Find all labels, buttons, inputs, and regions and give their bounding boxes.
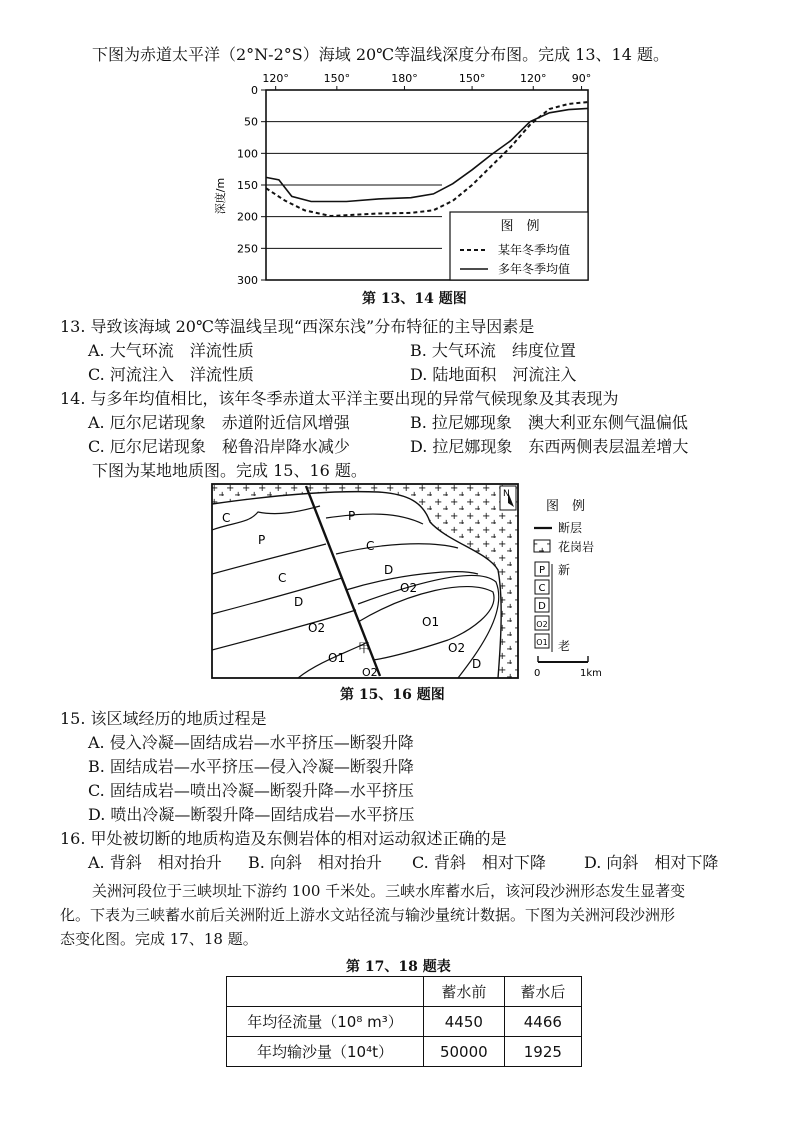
legend-granite-label: 花岗岩 — [558, 540, 595, 554]
y-tick-label: 150 — [237, 179, 258, 192]
table-cell: 50000 — [424, 1037, 505, 1067]
label-jia: 甲 — [358, 641, 371, 655]
fig1-caption: 第 13、14 题图 — [362, 291, 467, 307]
label-p-left: P — [258, 533, 266, 547]
table-header-cell — [227, 977, 424, 1007]
legend-dashed-label: 某年冬季均值 — [498, 243, 571, 257]
scale-1-label: 1km — [580, 668, 602, 679]
intro-17-18-line2: 化。下表为三峡蓄水前后关洲附近上游水文站径流与输沙量统计数据。下图为关洲河段沙洲形 — [60, 906, 676, 924]
x-tick-label: 150° — [458, 72, 486, 85]
q14-stem: 14. 与多年均值相比，该年冬季赤道太平洋主要出现的异常气候现象及其表现为 — [60, 389, 619, 408]
table-cell: 年均输沙量（10⁴t） — [227, 1037, 424, 1067]
label-p-top: P — [348, 509, 356, 523]
q14-option-b[interactable]: B. 拉尼娜现象 澳大利亚东侧气温偏低 — [410, 413, 688, 432]
q14-option-c[interactable]: C. 厄尔尼诺现象 秘鲁沿岸降水减少 — [88, 437, 350, 456]
series-multi-year-winter — [266, 108, 588, 201]
map-legend-title: 图 例 — [546, 499, 586, 514]
q13-option-b[interactable]: B. 大气环流 纬度位置 — [410, 341, 576, 360]
q15-stem: 15. 该区域经历的地质过程是 — [60, 709, 267, 728]
q15-option-b[interactable]: B. 固结成岩—水平挤压—侵入冷凝—断裂升降 — [88, 757, 414, 776]
table-header-cell: 蓄水后 — [504, 977, 581, 1007]
table-row — [227, 1007, 582, 1037]
label-c-mid: C — [366, 539, 375, 553]
fig2-caption: 第 15、16 题图 — [340, 687, 445, 703]
y-tick-label: 300 — [237, 274, 258, 287]
label-o2-right: O2 — [448, 641, 466, 655]
y-tick-label: 250 — [237, 242, 258, 256]
legend-granite-swatch — [534, 540, 550, 552]
q15-option-d[interactable]: D. 喷出冷凝—断裂升降—固结成岩—水平挤压 — [88, 805, 415, 824]
table-header-cell: 蓄水前 — [424, 977, 505, 1007]
legend-fault-label: 断层 — [558, 521, 583, 535]
q16-option-d[interactable]: D. 向斜 相对下降 — [584, 853, 719, 872]
geological-map — [208, 482, 618, 684]
q15-option-a[interactable]: A. 侵入冷凝—固结成岩—水平挤压—断裂升降 — [88, 733, 414, 752]
strata-legend-label: D — [538, 601, 546, 612]
q14-option-a[interactable]: A. 厄尔尼诺现象 赤道附近信风增强 — [88, 413, 350, 432]
strata-legend-label: P — [538, 565, 546, 576]
y-tick-label: 0 — [251, 84, 258, 97]
x-tick-label: 180° — [391, 72, 418, 85]
table-caption: 第 17、18 题表 — [346, 959, 451, 975]
north-label: N — [503, 489, 510, 499]
q13-stem: 13. 导致该海域 20℃等温线呈现“西深东浅”分布特征的主导因素是 — [60, 317, 535, 336]
legend-new-label: 新 — [558, 563, 571, 577]
x-tick-label: 120° — [262, 72, 289, 85]
label-o1-mid: O1 — [422, 615, 440, 629]
strata-legend-label: O1 — [536, 638, 548, 647]
y-tick-label: 100 — [237, 147, 258, 161]
table-cell: 4466 — [504, 1007, 581, 1037]
x-tick-label: 90° — [571, 72, 592, 85]
x-ticks — [262, 72, 591, 90]
q15-option-c[interactable]: C. 固结成岩—喷出冷凝—断裂升降—水平挤压 — [88, 781, 414, 800]
label-d-mid: D — [384, 563, 394, 577]
y-axis-label: 深度/m — [214, 177, 227, 215]
q13-option-a[interactable]: A. 大气环流 洋流性质 — [88, 341, 254, 360]
table-cell: 1925 — [504, 1037, 581, 1067]
q13-option-c[interactable]: C. 河流注入 洋流性质 — [88, 365, 254, 384]
label-o2-left: O2 — [308, 621, 326, 635]
intro-17-18-line3: 态变化图。完成 17、18 题。 — [60, 930, 258, 948]
x-tick-label: 150° — [323, 72, 351, 85]
y-tick-label: 50 — [244, 115, 258, 129]
table-cell: 4450 — [424, 1007, 505, 1037]
scale-0-label: 0 — [534, 668, 541, 679]
x-tick-label: 120° — [520, 72, 547, 85]
table-cell: 年均径流量（10⁸ m³） — [227, 1007, 424, 1037]
legend-solid-label: 多年冬季均值 — [498, 262, 571, 276]
thermocline-depth-chart — [210, 66, 600, 292]
q16-option-b[interactable]: B. 向斜 相对抬升 — [248, 853, 382, 872]
label-o2-bottom: O2 — [362, 666, 378, 679]
q16-option-c[interactable]: C. 背斜 相对下降 — [412, 853, 546, 872]
legend-old-label: 老 — [558, 639, 571, 653]
label-o2-mid: O2 — [400, 581, 418, 595]
table-header-row — [227, 977, 582, 1007]
table-row — [227, 1037, 582, 1067]
strata-legend — [535, 562, 549, 648]
q16-option-a[interactable]: A. 背斜 相对抬升 — [88, 853, 222, 872]
q16-stem: 16. 甲处被切断的地质构造及东侧岩体的相对运动叙述正确的是 — [60, 829, 507, 848]
y-tick-label: 200 — [237, 210, 258, 224]
intro-17-18-line1: 关洲河段位于三峡坝址下游约 100 千米处。三峡水库蓄水后，该河段沙洲形态发生显著变 — [92, 882, 686, 900]
y-ticks — [237, 84, 266, 287]
intro-15-16: 下图为某地地质图。完成 15、16 题。 — [92, 461, 367, 480]
legend-title: 图 例 — [500, 219, 540, 234]
label-o1-left: O1 — [328, 651, 346, 665]
runoff-sediment-table — [226, 976, 582, 1067]
strata-legend-label: O2 — [536, 620, 548, 629]
label-c-tl: C — [222, 511, 231, 525]
q14-option-d[interactable]: D. 拉尼娜现象 东西两侧表层温差增大 — [410, 437, 689, 456]
series-some-year-winter — [266, 102, 588, 216]
q13-option-d[interactable]: D. 陆地面积 河流注入 — [410, 365, 577, 384]
label-d-right: D — [472, 657, 482, 671]
label-c-left: C — [278, 571, 287, 585]
intro-13-14: 下图为赤道太平洋（2°N-2°S）海域 20℃等温线深度分布图。完成 13、14 题。 — [92, 45, 669, 64]
strata-legend-label: C — [538, 583, 546, 594]
label-d-left: D — [294, 595, 304, 609]
